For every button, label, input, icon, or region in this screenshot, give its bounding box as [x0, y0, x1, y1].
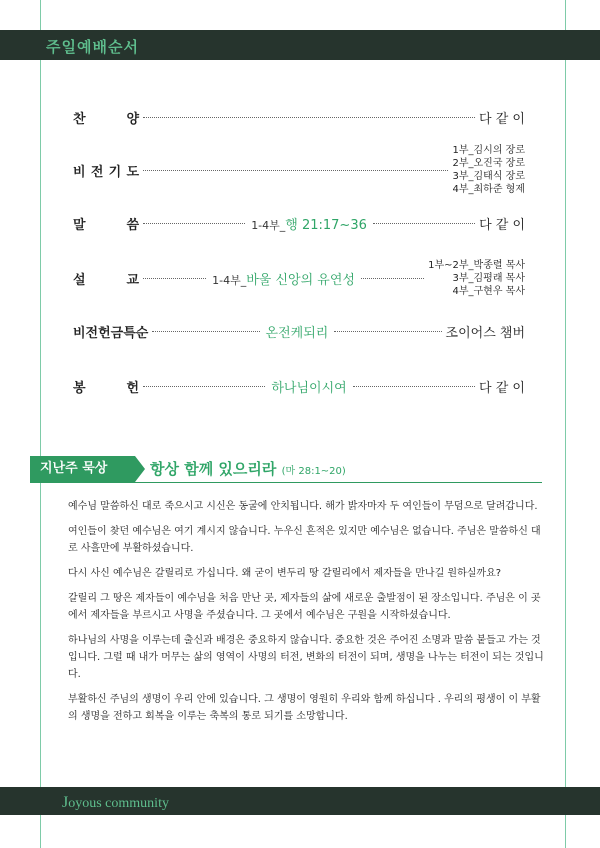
scripture-passage: 행 21:17~36: [285, 218, 367, 233]
meditation-badge: 지난주 묵상: [30, 456, 135, 482]
sermon-preachers: [428, 259, 525, 298]
order-row-offering-special: [73, 322, 525, 341]
right-margin-line: [565, 0, 566, 848]
dot-leader: [143, 117, 475, 118]
word-label: 말 씀: [73, 218, 139, 233]
meditation-paragraph: 부활하신 주님의 생명이 우리 안에 있습니다. 그 생명이 영원히 우리와 함께 하십니다 . 우리의 평생이 이 부활의 생명을 전하고 회복을 이루는 축복의 통로 되기를 소망합니다.: [68, 694, 541, 722]
page-title: 주일예배순서: [46, 38, 139, 56]
prayer-leader: 4부_최하준 형제: [452, 184, 525, 195]
dot-leader: [143, 170, 448, 171]
order-row-prayer: [73, 143, 525, 197]
preacher: 4부_구현우 목사: [452, 285, 526, 297]
dot-leader: [143, 386, 265, 387]
meditation-paragraph: 하나님의 사명을 이루는데 출신과 배경은 중요하지 않습니다. 중요한 것은 주어진 소명과 말씀 붙들고 가는 것입니다. 그럴 때 내가 머무는 삶의 영역이 사명의 터전, 변화의 터전이 되며, 생명을 나누는 터전이 되는 것입니다.: [68, 635, 544, 680]
order-row-praise: [73, 108, 525, 127]
dot-leader: [353, 386, 475, 387]
dot-leader: [334, 331, 441, 332]
prayer-leader: 2부_오진국 장로: [452, 158, 525, 169]
sermon-title: 1-4부_바울 신앙의 유연성: [212, 272, 355, 288]
order-row-sermon: [73, 258, 525, 298]
meditation-underline: [30, 482, 542, 483]
dedication-performer: 다 같 이: [479, 381, 525, 396]
meditation-paragraph: 다시 사신 예수님은 갈릴리로 가십니다. 왜 굳이 변두리 땅 갈릴리에서 제자들을 만나길 원하실까요?: [68, 568, 502, 579]
meditation-title: 항상 함께 있으리라 (마 28:1~20): [150, 460, 346, 478]
special-piece: 온전케되리: [265, 326, 329, 341]
meditation-body: [68, 498, 546, 733]
preacher: 3부_김평래 목사: [452, 272, 526, 284]
left-margin-line: [40, 0, 41, 848]
dot-leader: [152, 331, 259, 332]
prayer-leader: 1부_김시의 장로: [452, 145, 525, 156]
scripture: 1-4부_행 21:17~36: [251, 218, 367, 233]
dot-leader: [373, 223, 475, 224]
prayer-label: 비 전 기 도: [73, 164, 139, 180]
order-row-dedication: [73, 377, 525, 396]
praise-performer: 다 같 이: [479, 112, 525, 127]
footer-brand: Joyous community: [62, 794, 169, 811]
dedication-label: 봉 헌: [73, 381, 139, 396]
meditation-reference: (마 28:1~20): [281, 466, 346, 477]
sermon-label: 설 교: [73, 272, 139, 288]
order-row-word: [73, 214, 525, 233]
meditation-paragraph: 예수님 말씀하신 대로 죽으시고 시신은 동굴에 안치됩니다. 해가 밝자마자 두 여인들이 무덤으로 달려갑니다.: [68, 501, 538, 512]
dedication-hymn: 하나님이시여: [271, 381, 347, 396]
meditation-paragraph: 여인들이 찾던 예수님은 여기 계시지 않습니다. 누우신 흔적은 있지만 예수님은 없습니다. 주님은 말씀하신 대로 사흘만에 부활하셨습니다.: [68, 526, 541, 554]
word-performer: 다 같 이: [479, 218, 526, 233]
badge-arrow: [135, 456, 145, 482]
prayer-leader: 3부_김태식 장로: [452, 171, 525, 182]
dot-leader: [143, 278, 206, 279]
praise-label: 찬 양: [73, 112, 139, 127]
prayer-leaders: [452, 144, 525, 196]
preacher: 1부~2부_박종렬 목사: [428, 259, 526, 271]
offering-special-label: 비전헌금특순: [73, 326, 149, 341]
special-performer: 조이어스 챔버: [445, 326, 526, 341]
dot-leader: [361, 278, 424, 279]
meditation-paragraph: 갈릴리 그 땅은 제자들이 예수님을 처음 만난 곳, 제자들의 삶에 새로운 출발점이 된 장소입니다. 주님은 이 곳에서 제자들을 부르시고 사명을 주셨습니다. 그 곳에서 예수님은 구원을 시작하셨습니다.: [68, 593, 541, 621]
sermon-title-text: 바울 신앙의 유연성: [246, 272, 355, 288]
dot-leader: [143, 223, 245, 224]
